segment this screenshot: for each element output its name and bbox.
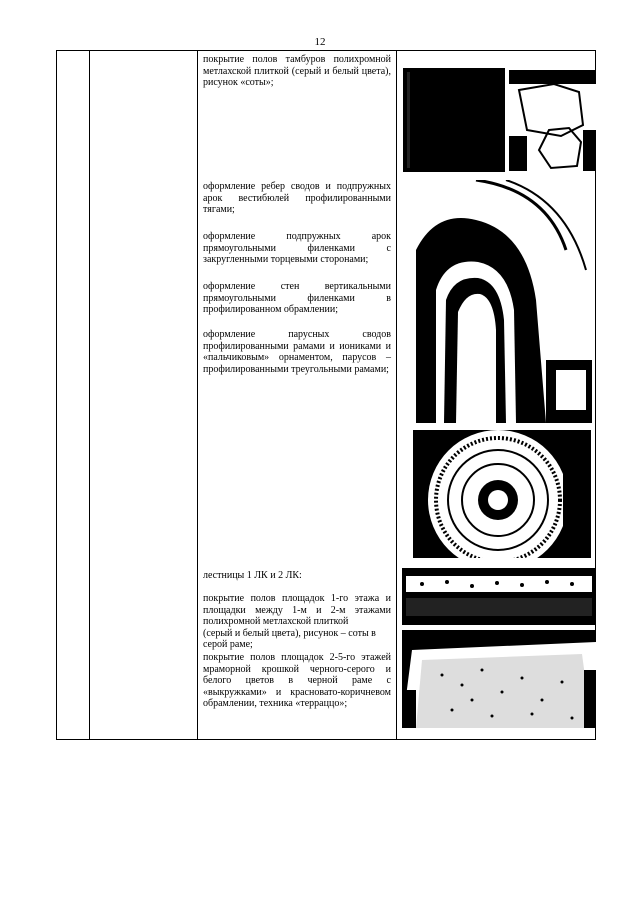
photo-landing-tiles [402, 568, 596, 625]
text-staircases: лестницы 1 ЛК и 2 ЛК: [203, 570, 302, 581]
text-floor-vestibule: покрытие полов тамбуров полихромной метлахской плиткой (серый и белый цвета), рисунок «соты»; [203, 54, 391, 89]
text-wall-panels: оформление стен вертикальными прямоугольными филенками в профилированном обрамлении; [203, 281, 391, 316]
page-number: 12 [314, 36, 326, 48]
photo-floor-tiles [509, 70, 596, 171]
photo-sail-vault-ornament [413, 430, 591, 558]
text-vault-ribs: оформление ребер сводов и подпружных арок вестибюлей профилированными тягами; [203, 181, 391, 216]
photo-vestibule-dark [403, 54, 505, 172]
column-divider-3 [396, 51, 397, 739]
text-arch-panels: оформление подпружных арок прямоугольными филенками с закругленными торцевыми сторонами; [203, 231, 391, 266]
photo-vault-arches [416, 180, 592, 423]
column-divider-2 [197, 51, 198, 739]
text-sail-vaults: оформление парусных сводов профилированными рамами и иониками и «пальчиковым» орнаментом, парусов – профилированными треугольными рамами; [203, 329, 391, 375]
column-divider-1 [89, 51, 90, 739]
photo-terrazzo-floor [402, 630, 596, 728]
text-floor-landings-2: покрытие полов площадок 2-5-го этажей мраморной крошкой черного-серого и белого цветов в черной раме с «выкружками» и красновато-коричневом обрамлении, техника «терраццо»; [203, 652, 391, 710]
text-floor-landings-1: покрытие полов площадок 1-го этажа и площадки между 1-м и 2-м этажами полихромной метлахской плиткой (серый и белый цвета), рисунок – соты в серой раме; [203, 593, 391, 651]
